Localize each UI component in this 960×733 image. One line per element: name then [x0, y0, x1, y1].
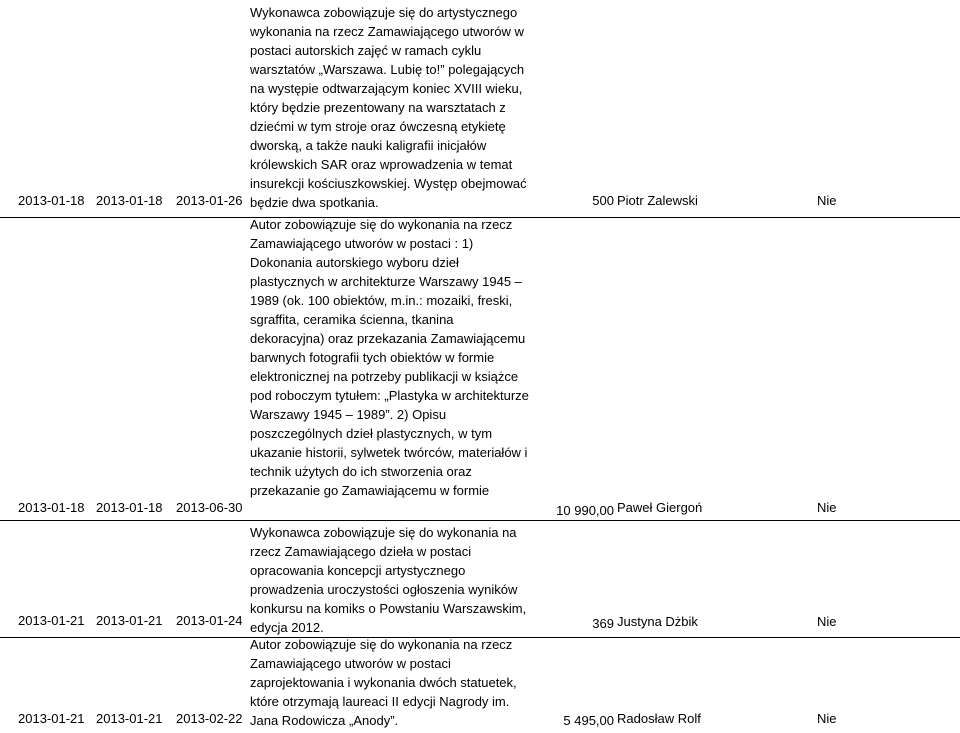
flag-cell: Nie [817, 614, 837, 629]
description-line: zaprojektowania i wykonania dwóch statuetek, [250, 675, 517, 690]
table-row [0, 218, 960, 520]
description-line: królewskich SAR oraz wprowadzenia w temat [250, 157, 513, 172]
date-cell: 2013-01-21 [18, 613, 85, 628]
description-line: 1989 (ok. 100 obiektów, m.in.: mozaiki, freski, [250, 293, 513, 308]
description-line: dekoracyjna) oraz przekazania Zamawiającemu [250, 331, 526, 346]
description-line: Wykonawca zobowiązuje się do wykonania na [250, 525, 517, 540]
description-line: sgraffita, ceramika ścienna, tkanina [250, 312, 454, 327]
flag-cell: Nie [817, 193, 837, 208]
contractor-name: Radosław Rolf [617, 711, 701, 726]
description-line: plastycznych w architekturze Warszawy 1945 – [250, 274, 522, 289]
description-line: elektronicznej na potrzeby publikacji w książce [250, 369, 519, 384]
description-line: Zamawiającego utworów w postaci [250, 656, 451, 671]
description-line: wykonania na rzecz Zamawiającego utworów w [250, 24, 524, 39]
amount-cell: 369 [592, 616, 614, 631]
table-row [0, 0, 960, 217]
description-line: dworską, a także nauki kaligrafii inicjałów [250, 138, 487, 153]
description-line: Autor zobowiązuje się do wykonania na rzecz [250, 637, 513, 652]
amount-cell: 500 [592, 193, 614, 208]
description-line: Autor zobowiązuje się do wykonania na rzecz [250, 217, 513, 232]
description-line: który będzie prezentowany na warsztatach z [250, 100, 506, 115]
description-line: opracowania koncepcji artystycznego [250, 563, 466, 578]
date-cell: 2013-01-21 [18, 711, 85, 726]
description-line: technik użytych do ich stworzenia oraz [250, 464, 472, 479]
date-cell: 2013-01-26 [176, 193, 243, 208]
date-cell: 2013-02-22 [176, 711, 243, 726]
description-line: ukazanie historii, sylwetek twórców, materiałów i [250, 445, 528, 460]
table-row [0, 521, 960, 637]
date-cell: 2013-01-21 [96, 711, 163, 726]
description-line: postaci autorskich zajęć w ramach cyklu [250, 43, 482, 58]
description-line: konkursu na komiks o Powstaniu Warszawskim, [250, 601, 527, 616]
description-line: na występie odtwarzającym koniec XVIII wieku, [250, 81, 523, 96]
date-cell: 2013-01-18 [18, 500, 85, 515]
description-cell [250, 635, 550, 730]
flag-cell: Nie [817, 711, 837, 726]
contractor-name: Piotr Zalewski [617, 193, 698, 208]
date-cell: 2013-06-30 [176, 500, 243, 515]
date-cell: 2013-01-24 [176, 613, 243, 628]
amount-cell: 5 495,00 [563, 713, 614, 728]
date-cell: 2013-01-18 [96, 193, 163, 208]
description-line: Jana Rodowicza „Anody”. [250, 713, 399, 728]
contractor-name: Justyna Dżbik [617, 614, 698, 629]
description-line: będzie dwa spotkania. [250, 195, 379, 210]
description-line: barwnych fotografii tych obiektów w formie [250, 350, 495, 365]
description-line: poszczególnych dzieł plastycznych, w tym [250, 426, 493, 441]
description-line: przekazanie go Zamawiającemu w formie [250, 483, 490, 498]
description-cell [250, 3, 550, 217]
description-line: Zamawiającego utworów w postaci : 1) [250, 236, 474, 251]
table-row [0, 638, 960, 733]
date-cell: 2013-01-18 [18, 193, 85, 208]
description-line: warsztatów „Warszawa. Lubię to!” polegających [250, 62, 525, 77]
description-line: prowadzenia uroczystości ogłoszenia wyników [250, 582, 518, 597]
description-line: Wykonawca zobowiązuje się do artystycznego [250, 5, 518, 20]
description-line: Dokonania autorskiego wyboru dzieł [250, 255, 459, 270]
flag-cell: Nie [817, 500, 837, 515]
amount-cell: 10 990,00 [556, 503, 614, 518]
date-cell: 2013-01-21 [96, 613, 163, 628]
description-line: dziećmi w tym stroje oraz ówczesną etykietę [250, 119, 506, 134]
description-line: edycja 2012. [250, 620, 324, 635]
description-line: insurekcji kościuszkowskiej. Występ obejmować [250, 176, 527, 191]
description-cell [250, 523, 550, 635]
description-line: pod roboczym tytułem: „Plastyka w architekturze [250, 388, 529, 403]
description-line: które otrzymają laureaci II edycji Nagrody im. [250, 694, 510, 709]
description-line: Warszawy 1945 – 1989”. 2) Opisu [250, 407, 447, 422]
date-cell: 2013-01-18 [96, 500, 163, 515]
description-line: rzecz Zamawiającego dzieła w postaci [250, 544, 472, 559]
description-cell [250, 215, 550, 515]
contractor-name: Paweł Giergoń [617, 500, 703, 515]
